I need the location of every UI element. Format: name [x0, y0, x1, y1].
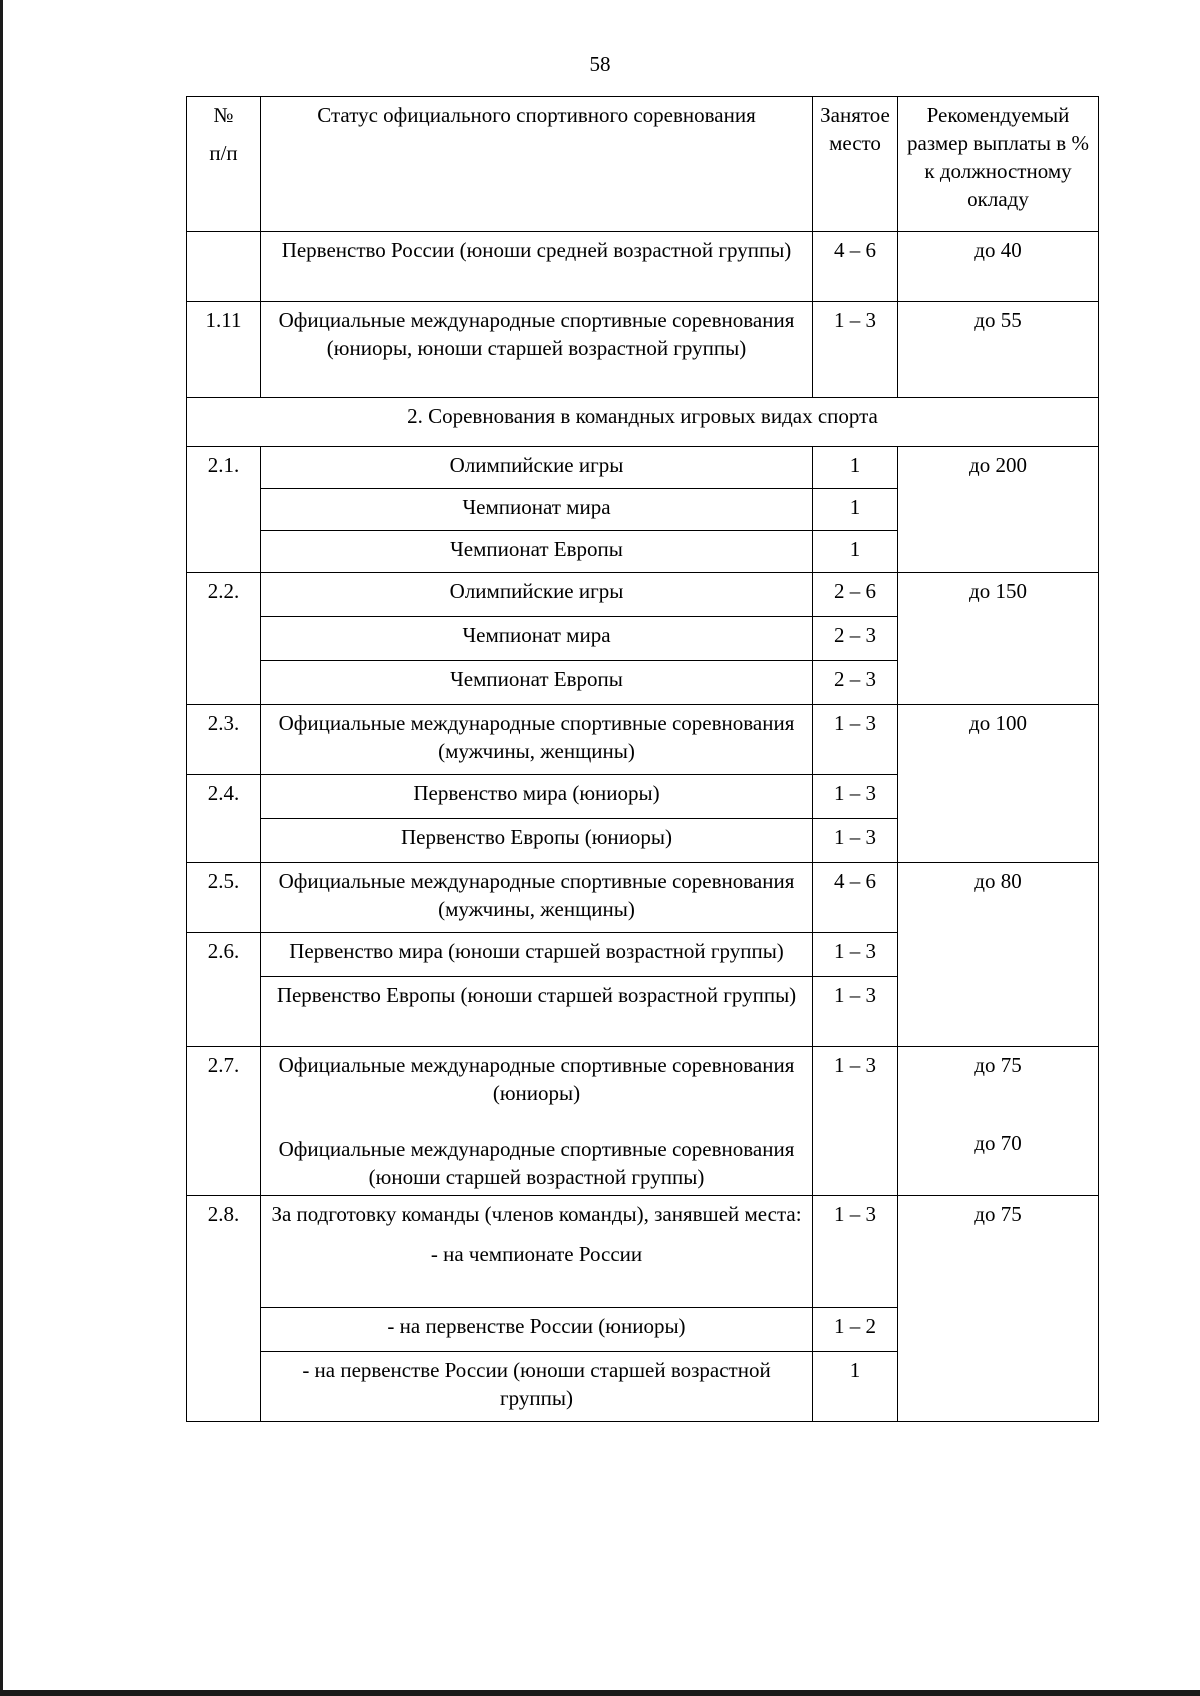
row-place: 2 – 3 [813, 617, 898, 661]
row-num: 2.1. [187, 447, 261, 573]
row-status: - на первенстве России (юниоры) [261, 1308, 813, 1352]
row-place: 1 – 3 [813, 977, 898, 1047]
row-status: Олимпийские игры [261, 447, 813, 489]
row-status: Чемпионат Европы [261, 661, 813, 705]
row-status: Официальные международные спортивные соревнования (юниоры, юноши старшей возрастной группы) [261, 302, 813, 398]
row-status: Официальные международные спортивные соревнования (мужчины, женщины) [261, 863, 813, 933]
row-payment: до 150 [898, 573, 1099, 705]
row-num: 2.8. [187, 1196, 261, 1422]
row-place: 1 [813, 489, 898, 531]
page-number: 58 [589, 52, 611, 76]
row-status: Чемпионат Европы [261, 531, 813, 573]
section-row [187, 398, 1099, 447]
row-num: 1.11 [187, 302, 261, 398]
row-num: 2.7. [187, 1047, 261, 1196]
row-payment: до 100 [898, 705, 1099, 863]
row-status-line: Официальные международные спортивные соревнования (юноши старшей возрастной группы) [278, 1137, 795, 1189]
row-status: - на первенстве России (юноши старшей возрастной группы) [261, 1352, 813, 1422]
row-status: Официальные международные спортивные соревнования (мужчины, женщины) [261, 705, 813, 775]
header-payment: Рекомендуемый размер выплаты в % к должностному окладу [898, 97, 1099, 232]
row-place: 4 – 6 [813, 863, 898, 933]
row-num: 2.3. [187, 705, 261, 775]
table-row [187, 705, 1099, 775]
row-status-line: Официальные международные спортивные соревнования (юниоры) [278, 1053, 795, 1105]
payment-table [186, 96, 1099, 1422]
row-status: Первенство мира (юниоры) [261, 775, 813, 819]
row-place: 2 – 6 [813, 573, 898, 617]
row-place: 1 – 2 [813, 1308, 898, 1352]
section-title: 2. Соревнования в командных игровых видах спорта [187, 398, 1099, 447]
row-place: 1 – 3 [813, 1196, 898, 1308]
scan-border-left [0, 0, 3, 1696]
row-place: 2 – 3 [813, 661, 898, 705]
row-payment: до 40 [898, 232, 1099, 302]
row-status [261, 1047, 813, 1196]
row-status: Первенство мира (юноши старшей возрастной группы) [261, 933, 813, 977]
row-place: 4 – 6 [813, 232, 898, 302]
row-status: Олимпийские игры [261, 573, 813, 617]
row-status-line: - на чемпионате России [430, 1242, 643, 1266]
row-num: 2.6. [187, 933, 261, 1047]
row-payment: до 80 [898, 863, 1099, 1047]
row-payment: до 55 [898, 302, 1099, 398]
row-place: 1 [813, 447, 898, 489]
scan-border-bottom [0, 1690, 1200, 1696]
row-payment-line: до 75 [974, 1053, 1022, 1077]
row-num: 2.5. [187, 863, 261, 933]
row-status: Первенство России (юноши средней возрастной группы) [261, 232, 813, 302]
row-place: 1 – 3 [813, 705, 898, 775]
header-num [187, 97, 261, 232]
table-row [187, 1196, 1099, 1308]
header-row [187, 97, 1099, 232]
row-place: 1 [813, 1352, 898, 1422]
row-place: 1 – 3 [813, 933, 898, 977]
header-status: Статус официального спортивного соревнования [261, 97, 813, 232]
row-status [261, 1196, 813, 1308]
row-num: 2.4. [187, 775, 261, 863]
row-payment-line: до 70 [974, 1131, 1022, 1155]
row-status-intro: За подготовку команды (членов команды), занявшей места: [271, 1202, 802, 1226]
table-row [187, 1047, 1099, 1196]
row-status: Чемпионат мира [261, 489, 813, 531]
header-num-abbr: п/п [209, 141, 238, 165]
table-row [187, 302, 1099, 398]
row-num [187, 232, 261, 302]
row-place: 1 – 3 [813, 819, 898, 863]
row-status: Первенство Европы (юноши старшей возрастной группы) [261, 977, 813, 1047]
row-place: 1 [813, 531, 898, 573]
row-place: 1 – 3 [813, 302, 898, 398]
row-place: 1 – 3 [813, 1047, 898, 1196]
row-place: 1 – 3 [813, 775, 898, 819]
table-row [187, 573, 1099, 617]
row-status: Чемпионат мира [261, 617, 813, 661]
table-row [187, 447, 1099, 489]
header-num-symbol: № [213, 103, 234, 127]
row-status: Первенство Европы (юниоры) [261, 819, 813, 863]
header-place: Занятое место [813, 97, 898, 232]
table-row [187, 232, 1099, 302]
table-row [187, 863, 1099, 933]
row-payment: до 200 [898, 447, 1099, 573]
row-payment: до 75 [898, 1196, 1099, 1422]
row-payment [898, 1047, 1099, 1196]
row-num: 2.2. [187, 573, 261, 705]
